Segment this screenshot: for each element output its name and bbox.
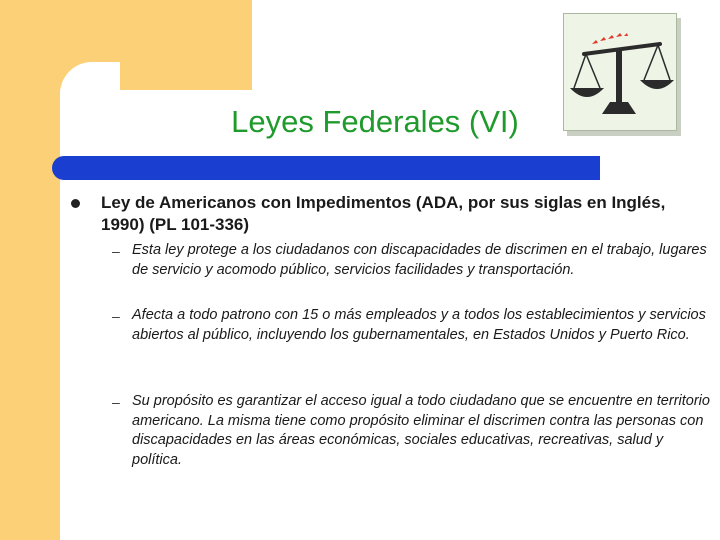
slide-title: Leyes Federales (VI) — [231, 104, 519, 139]
sub-bullet-dash: – — [112, 394, 120, 410]
sub-bullet-dash: – — [112, 308, 120, 324]
bullet-dot — [71, 199, 80, 208]
scales-of-justice-icon — [563, 13, 677, 131]
sub-bullet-3: Su propósito es garantizar el acceso igual a todo ciudadano que se encuentre en territorio americano. La misma tiene como propósito eliminar el discrimen contra las personas con discapacidades en las áreas económicas, sociales educativas, recreativas, salud y política. — [132, 393, 710, 468]
main-bullet-text: Ley de Americanos con Impedimentos (ADA, por sus siglas en Inglés, 1990) (PL 101-336) — [101, 193, 666, 234]
decorative-corner — [60, 62, 120, 122]
sub-bullet-2: Afecta a todo patrono con 15 o más empleados y a todos los establecimientos y servicios abiertos al público, incluyendo los gubernamentales, en Estados Unidos y Puerto Rico. — [132, 307, 706, 343]
title-underline-bar — [52, 156, 600, 180]
sub-bullet-1: Esta ley protege a los ciudadanos con discapacidades de discrimen en el trabajo, lugares de servicio y acomodo público, servicios facilidades y transportación. — [132, 242, 707, 278]
decorative-left-band — [0, 0, 60, 540]
sub-bullet-dash: – — [112, 243, 120, 259]
